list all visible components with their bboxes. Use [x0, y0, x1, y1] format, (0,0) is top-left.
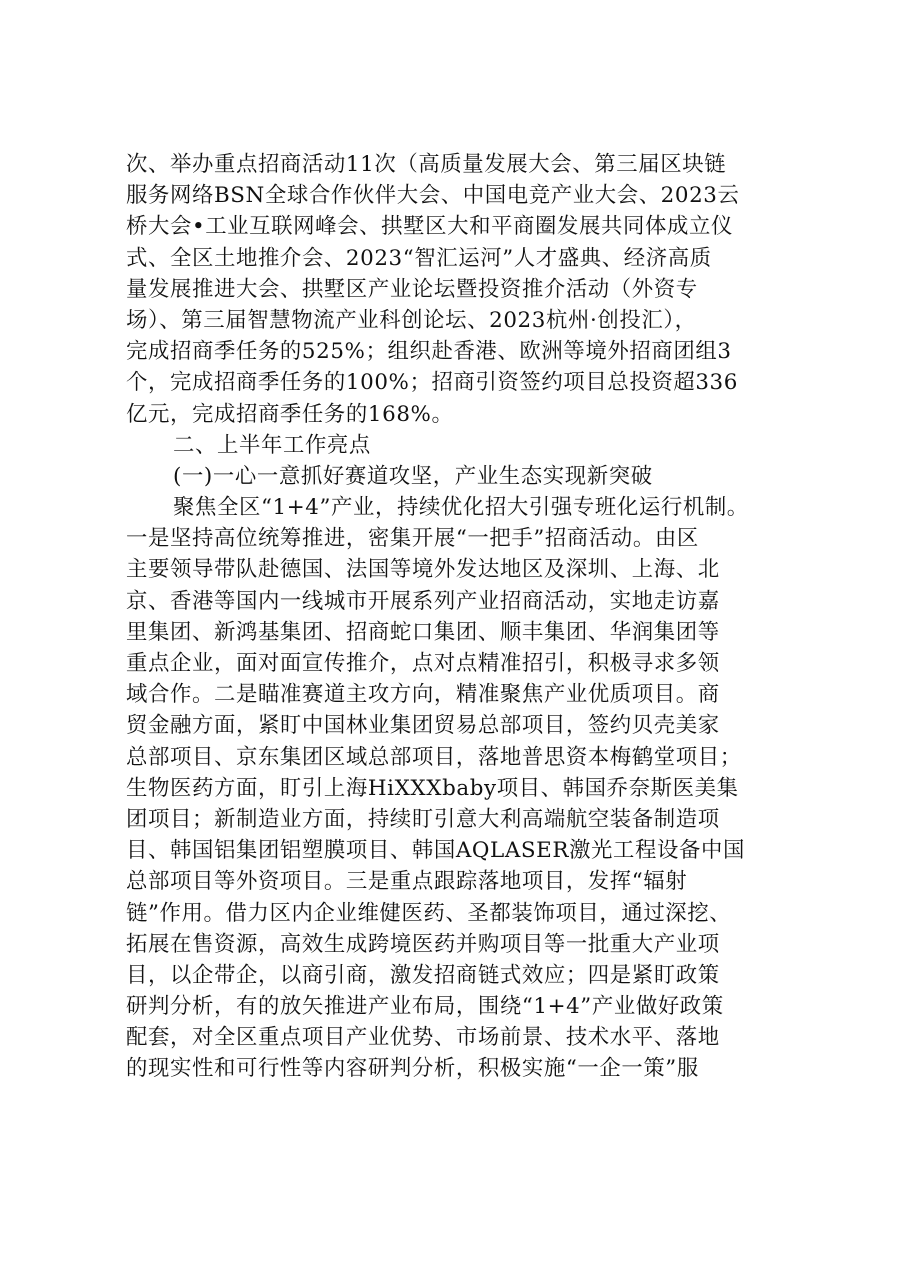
text-line: 团项目；新制造业方面，持续盯引意大利高端航空装备制造项: [126, 806, 720, 832]
document-body: [126, 149, 806, 1085]
text-line: 总部项目等外资项目。三是重点跟踪落地项目，发挥“辐射: [126, 869, 688, 895]
text-line: 京、香港等国内一线城市开展系列产业招商活动，实地走访嘉: [126, 588, 720, 614]
text-line: 量发展推进大会、拱墅区产业论坛暨投资推介活动（外资专: [126, 276, 698, 302]
text-line: 服务网络BSN全球合作伙伴大会、中国电竞产业大会、2023云: [126, 183, 740, 209]
text-line: 总部项目、京东集团区域总部项目，落地普思资本梅鹤堂项目；: [126, 744, 742, 770]
text-line: 的现实性和可行性等内容研判分析，积极实施“一企一策”服: [126, 1056, 699, 1082]
text-line: 聚焦全区“1+4”产业，持续优化招大引强专班化运行机制。: [173, 495, 749, 521]
text-line: (一)一心一意抓好赛道攻坚，产业生态实现新突破: [173, 463, 653, 489]
text-line: 次、举办重点招商活动11次（高质量发展大会、第三届区块链: [126, 152, 727, 177]
text-line: 完成招商季任务的525%；组织赴香港、欧洲等境外招商团组3: [126, 339, 732, 365]
text-line: 贸金融方面，紧盯中国林业集团贸易总部项目，签约贝壳美家: [126, 713, 720, 739]
text-line: 二、上半年工作亮点: [173, 432, 371, 458]
text-line: 重点企业，面对面宣传推介，点对点精准招引，积极寻求多领: [126, 651, 720, 676]
text-line: 生物医药方面，盯引上海HiXXXbaby项目、韩国乔奈斯医美集: [126, 775, 739, 801]
text-line: 配套，对全区重点项目产业优势、市场前景、技术水平、落地: [126, 1025, 720, 1051]
text-line: 里集团、新鸿基集团、招商蛇口集团、顺丰集团、华润集团等: [126, 619, 720, 645]
text-line: 域合作。二是瞄准赛道主攻方向，精准聚焦产业优质项目。商: [126, 682, 720, 708]
text-line: 拓展在售资源，高效生成跨境医药并购项目等一批重大产业项: [126, 931, 720, 957]
text-line: 桥大会•工业互联网峰会、拱墅区大和平商圈发展共同体成立仪: [126, 214, 733, 240]
text-line: 目，以企带企，以商引商，激发招商链式效应；四是紧盯政策: [126, 962, 720, 988]
text-line: 链”作用。借力区内企业维健医药、圣都装饰项目，通过深挖、: [126, 900, 732, 926]
text-line: 场）、第三届智慧物流产业科创论坛、2023杭州·创投汇），: [126, 307, 697, 333]
text-line: 式、全区土地推介会、2023“智汇运河”人才盛典、经济高质: [126, 245, 712, 271]
text-line: 目、韩国铝集团铝塑膜项目、韩国AQLASER激光工程设备中国: [126, 838, 745, 864]
text-line: 个，完成招商季任务的100%；招商引资签约项目总投资超336: [126, 370, 738, 396]
text-line: 一是坚持高位统筹推进，密集开展“一把手”招商活动。由区: [126, 526, 699, 552]
text-line: 研判分析，有的放矢推进产业布局，围绕“1+4”产业做好政策: [126, 994, 724, 1020]
text-line: 主要领导带队赴德国、法国等境外发达地区及深圳、上海、北: [126, 557, 720, 583]
text-line: 亿元，完成招商季任务的168%。: [126, 401, 454, 427]
